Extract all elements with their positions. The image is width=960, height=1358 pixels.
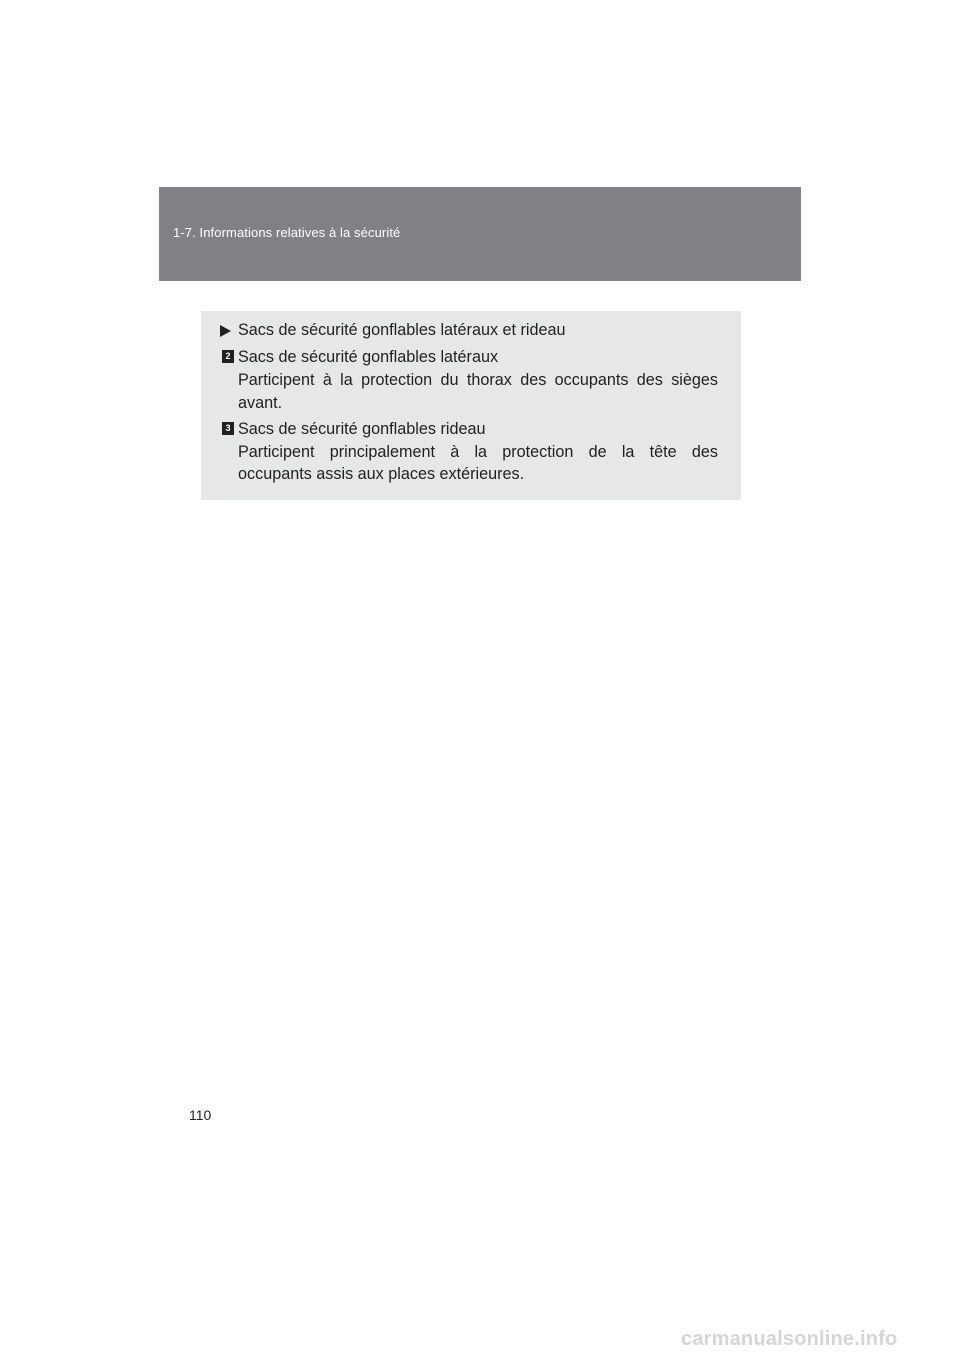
section-title: 1-7. Informations relatives à la sécurité	[173, 225, 401, 240]
watermark: carmanualsonline.info	[681, 1328, 898, 1350]
section-header-band	[159, 187, 801, 281]
item-3-title: Sacs de sécurité gonflables rideau	[238, 420, 486, 438]
number-2-badge: 2	[222, 350, 234, 363]
info-heading: Sacs de sécurité gonflables latéraux et rideau	[238, 321, 566, 339]
item-3-description-line1: Participent principalement à la protection de la tête des	[238, 443, 718, 461]
item-2-title: Sacs de sécurité gonflables latéraux	[238, 348, 499, 366]
arrow-right-icon	[220, 325, 231, 337]
item-3-description-line2: occupants assis aux places extérieures.	[238, 465, 525, 483]
page-number: 110	[189, 1107, 212, 1123]
item-2-description-line2: avant.	[238, 394, 283, 412]
item-2-description-line1: Participent à la protection du thorax des occupants des sièges	[238, 371, 718, 389]
airbag-info-box	[201, 311, 741, 500]
number-3-badge: 3	[222, 422, 234, 435]
